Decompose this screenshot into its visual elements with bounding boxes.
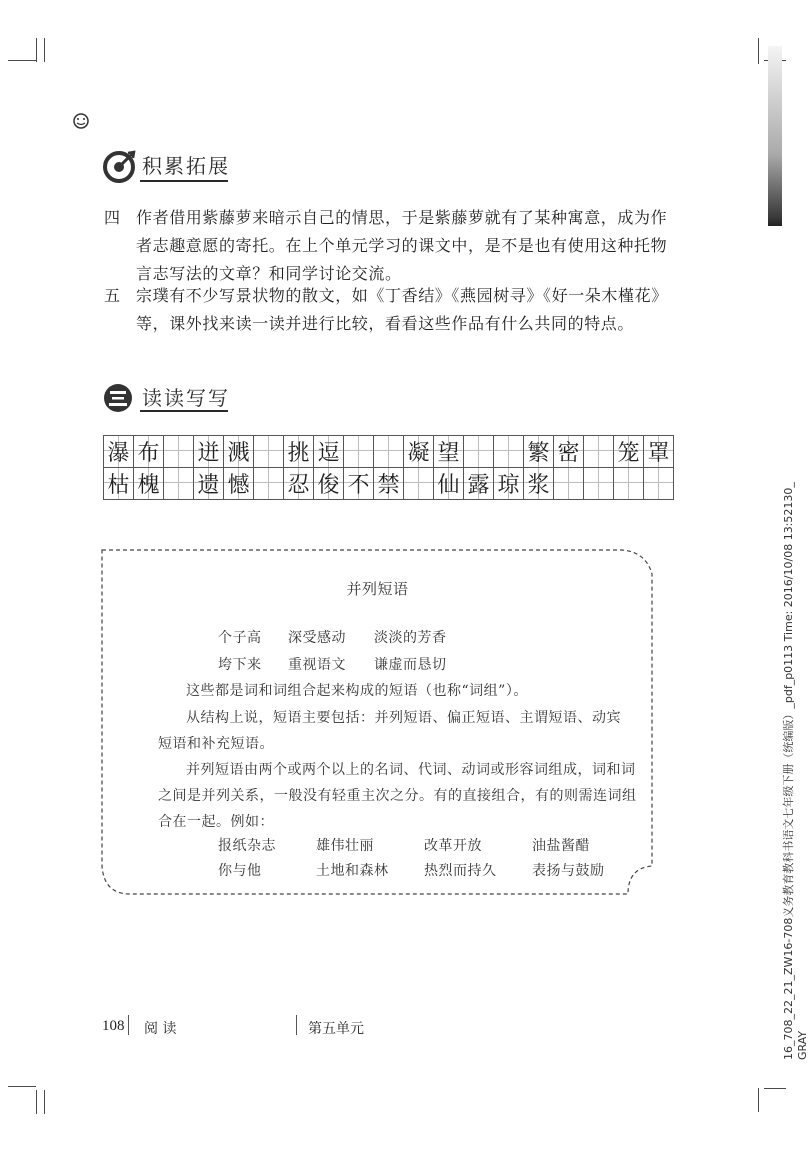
footer-divider (128, 1015, 129, 1035)
crop-mark (36, 1090, 37, 1114)
grid-cell (644, 468, 674, 500)
text-line: 言志写法的文章？和同学讨论交流。 (136, 264, 402, 283)
grid-cell: 凝 (404, 436, 434, 468)
item-paragraph (136, 204, 676, 288)
text-line: 者志趣意愿的寄托。在上个单元学习的课文中，是不是也有使用这种托物 (136, 236, 668, 255)
production-label-color: GRAY (796, 1030, 809, 1060)
crop-mark (44, 38, 45, 62)
footer-section: 阅 读 (144, 1021, 177, 1037)
accumulate-section-icon (102, 150, 136, 184)
grid-cell: 罩 (644, 436, 674, 468)
grid-cell: 不 (344, 468, 374, 500)
list-phrase: 油盐酱醋 (532, 838, 590, 854)
grid-cell: 溅 (224, 436, 254, 468)
box-paragraph: 并列短语由两个或两个以上的名词、代词、动词或形容词组成，词和词 (186, 762, 636, 778)
gray-scale-bar (768, 46, 782, 226)
list-phrase: 土地和森林 (316, 863, 389, 879)
grid-cell: 槐 (134, 468, 164, 500)
accumulate-title: 积累拓展 (142, 154, 230, 178)
example-phrase: 谦虚而恳切 (374, 657, 447, 673)
grid-cell: 遗 (194, 468, 224, 500)
footer-divider (296, 1015, 297, 1035)
item-number: 四 (104, 208, 121, 227)
crop-mark (8, 1086, 36, 1087)
grid-cell: 琼 (494, 468, 524, 500)
list-phrase: 表扬与鼓励 (532, 863, 605, 879)
grid-cell (344, 436, 374, 468)
item-paragraph (136, 282, 696, 338)
grid-cell (254, 468, 284, 500)
example-phrase: 深受感动 (288, 630, 346, 646)
grid-cell: 憾 (224, 468, 254, 500)
writing-grid (103, 435, 674, 500)
page-number: 108 (102, 1018, 125, 1034)
grid-cell: 迸 (194, 436, 224, 468)
box-paragraph: 短语和补充短语。 (158, 736, 274, 752)
production-label (780, 482, 809, 1060)
grid-cell (164, 436, 194, 468)
list-phrase: 报纸杂志 (218, 838, 276, 854)
accumulate-title-underline (140, 180, 228, 182)
grid-cell: 密 (554, 436, 584, 468)
grid-cell (494, 436, 524, 468)
example-phrase: 淡淡的芳香 (374, 630, 447, 646)
grid-cell: 笼 (614, 436, 644, 468)
grid-cell: 仙 (434, 468, 464, 500)
grid-cell (404, 468, 434, 500)
grid-row (104, 468, 674, 500)
grid-cell: 瀑 (104, 436, 134, 468)
grid-cell: 挑 (284, 436, 314, 468)
box-paragraph: 之间是并列关系，一般没有轻重主次之分。有的直接组合，有的则需连词组 (158, 788, 637, 804)
reading-section-icon (102, 382, 134, 414)
grid-cell: 俊 (314, 468, 344, 500)
example-phrase: 个子高 (218, 630, 262, 646)
grid-cell: 枯 (104, 468, 134, 500)
box-paragraph: 合在一起。例如： (158, 814, 274, 830)
crop-mark (758, 38, 759, 64)
reading-title: 读读写写 (142, 386, 230, 410)
grid-cell (374, 436, 404, 468)
list-phrase: 雄伟壮丽 (316, 838, 374, 854)
grid-cell: 繁 (524, 436, 554, 468)
crop-mark (36, 38, 37, 62)
grid-cell (584, 468, 614, 500)
footer-unit: 第五单元 (308, 1021, 364, 1037)
text-line: 宗璞有不少写景状物的散文，如《丁香结》《燕园树寻》《好一朵木槿花》 (136, 286, 668, 305)
grid-cell (464, 436, 494, 468)
grid-cell (254, 436, 284, 468)
reading-title-underline (140, 410, 228, 412)
example-phrase: 垮下来 (218, 657, 262, 673)
registration-mark-icon (72, 112, 90, 130)
grid-row (104, 436, 674, 468)
text-line: 作者借用紫藤萝来暗示自己的情思，于是紫藤萝就有了某种寓意，成为作 (136, 208, 668, 227)
grid-cell: 露 (464, 468, 494, 500)
grid-cell (614, 468, 644, 500)
crop-mark (44, 1090, 45, 1114)
grid-cell (554, 468, 584, 500)
grid-cell: 禁 (374, 468, 404, 500)
example-phrase: 重视语文 (288, 657, 346, 673)
box-paragraph: 从结构上说，短语主要包括：并列短语、偏正短语、主谓短语、动宾 (186, 710, 621, 726)
grid-cell (584, 436, 614, 468)
list-phrase: 改革开放 (424, 838, 482, 854)
production-label-line: 16_708_22_21_ZW16-708义务教育教科书语文七年级下册（统编版）_pdf_p0113 Time: 2016/10/08 13:52130_ (782, 482, 795, 1060)
list-phrase: 热烈而持久 (424, 863, 497, 879)
grid-cell: 忍 (284, 468, 314, 500)
text-line: 等，课外找来读一读并进行比较，看看这些作品有什么共同的特点。 (136, 314, 635, 333)
grid-cell: 浆 (524, 468, 554, 500)
crop-mark (764, 1088, 786, 1089)
grid-cell: 逗 (314, 436, 344, 468)
list-phrase: 你与他 (218, 863, 262, 879)
crop-mark (8, 60, 36, 61)
grid-cell (164, 468, 194, 500)
item-number: 五 (104, 286, 121, 305)
box-title: 并列短语 (346, 580, 409, 598)
crop-mark (758, 1088, 759, 1112)
box-paragraph: 这些都是词和词组合起来构成的短语（也称“词组”）。 (186, 683, 528, 699)
grid-cell: 望 (434, 436, 464, 468)
grid-cell: 布 (134, 436, 164, 468)
